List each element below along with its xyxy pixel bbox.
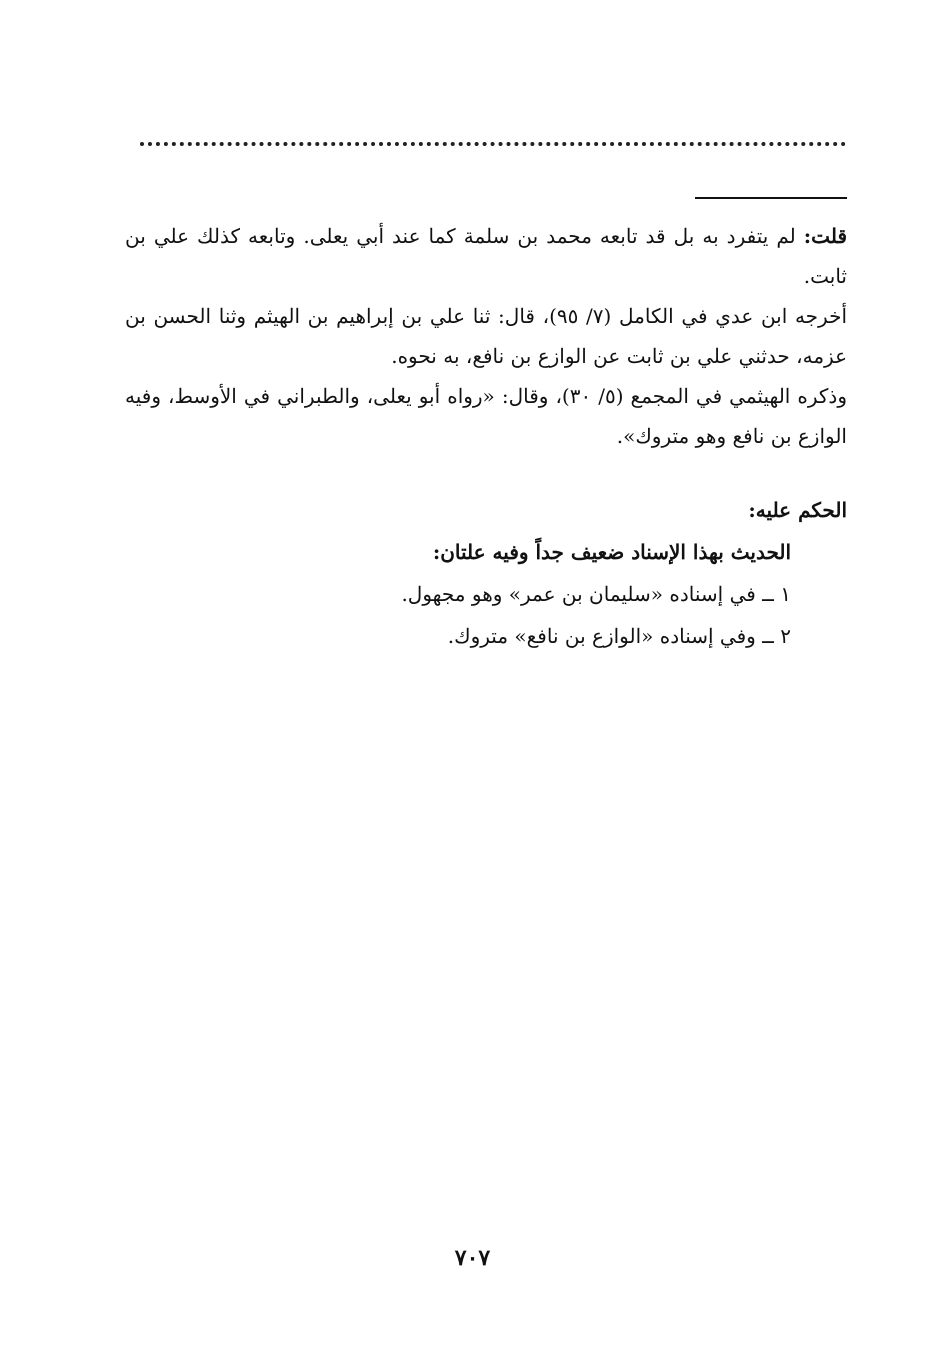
reason-item: ٢ ــ وفي إسناده «الوازع بن نافع» متروك. [447, 624, 791, 648]
paragraph-1 [125, 216, 847, 296]
dotted-separator [140, 142, 846, 146]
page-number: ٧٠٧ [454, 1245, 491, 1271]
main-text [125, 216, 847, 456]
paragraph-2: أخرجه ابن عدي في الكامل (٧/ ٩٥)، قال: ثنا علي بن إبراهيم بن الهيثم وثنا الحسن بن عزمه، حدثني علي بن ثابت عن الوازع بن نافع، به نحوه. [125, 304, 847, 368]
reason-item: ١ ــ في إسناده «سليمان بن عمر» وهو مجهول. [401, 582, 791, 606]
short-rule [695, 197, 847, 199]
paragraph-3: وذكره الهيثمي في المجمع (٥/ ٣٠)، وقال: «رواه أبو يعلى، والطبراني في الأوسط، وفيه الوازع بن نافع وهو متروك». [125, 384, 847, 448]
judgement-heading: الحكم عليه: [748, 498, 847, 522]
paragraph-1-label: قلت: [803, 224, 847, 248]
judgement-intro: الحديث بهذا الإسناد ضعيف جداً وفيه علتان: [432, 540, 791, 564]
paragraph-1-text: لم يتفرد به بل قد تابعه محمد بن سلمة كما عند أبي يعلى. وتابعه كذلك علي بن ثابت. [125, 224, 847, 288]
